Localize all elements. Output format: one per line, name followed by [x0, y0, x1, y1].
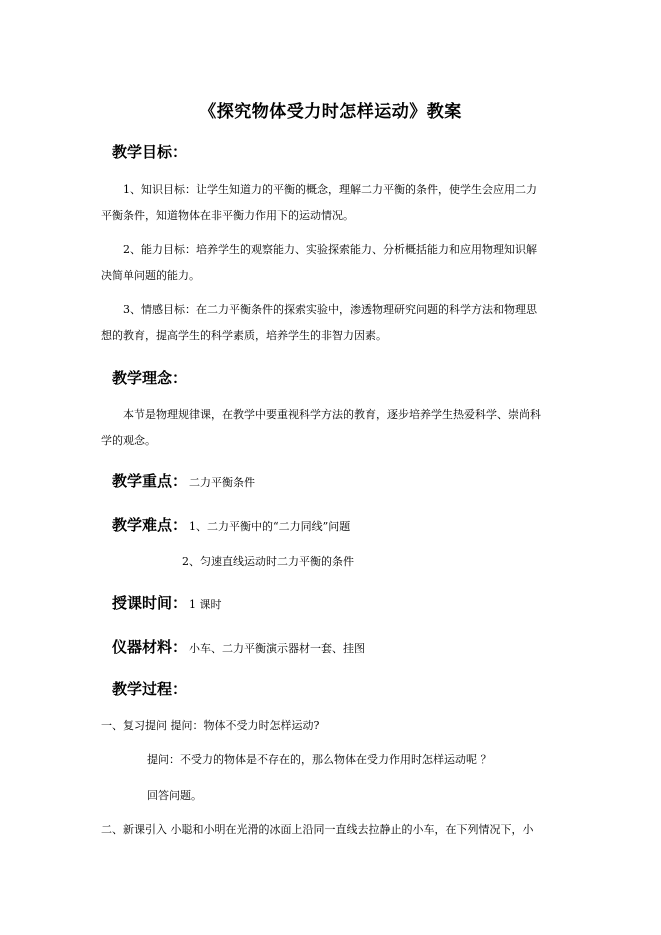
process-step-1-question: 提问：不受力的物体是不存在的，那么物体在受力作用时怎样运动呢 ？ [147, 753, 492, 766]
objective-1-line-2: 平衡条件，知道物体在非平衡力作用下的运动情况。 [101, 209, 354, 222]
objective-1-line-1: 1、知识目标：让学生知道力的平衡的概念，理解二力平衡的条件，使学生会应用二力 [123, 183, 537, 196]
philosophy-heading: 教学理念： [112, 369, 188, 387]
difficulties-heading: 教学难点： [112, 516, 188, 534]
duration-heading: 授课时间： [112, 594, 188, 612]
difficulty-1: 1、二力平衡中的“二力同线”问题 [189, 520, 351, 533]
objectives-heading: 教学目标： [112, 143, 188, 161]
philosophy-line-1: 本节是物理规律课，在教学中要重视科学方法的教育，逐步培养学生热爱科学、崇尚科 [123, 408, 541, 421]
document-title: 《探究物体受力时怎样运动》教案 [199, 102, 462, 122]
objective-3-line-2: 想的教育，提高学生的科学素质，培养学生的非智力因素。 [101, 329, 387, 342]
key-points-value: 二力平衡条件 [189, 476, 256, 489]
process-step-1: 一、复习提问 提问：物体不受力时怎样运动? [101, 719, 320, 732]
materials-value: 小车、二力平衡演示器材一套、挂图 [189, 642, 366, 655]
process-step-1-answer: 回答问题。 [147, 789, 202, 802]
duration-row [112, 592, 222, 613]
materials-heading: 仪器材料： [112, 638, 188, 656]
process-heading: 教学过程： [112, 680, 188, 698]
philosophy-line-2: 学的观念。 [101, 434, 156, 447]
difficulties-row [112, 514, 350, 535]
process-step-2: 二、新课引入 小聪和小明在光滑的冰面上沿同一直线去拉静止的小车，在下列情况下，小 [101, 823, 534, 836]
materials-row [112, 636, 365, 657]
objective-3-line-1: 3、情感目标：在二力平衡条件的探索实验中，渗透物理研究问题的科学方法和物理思 [123, 303, 537, 316]
key-points-heading: 教学重点： [112, 472, 188, 490]
objective-2-line-2: 决简单问题的能力。 [101, 269, 200, 282]
difficulty-2: 2、匀速直线运动时二力平衡的条件 [182, 555, 354, 568]
key-points-row [112, 470, 255, 491]
objective-2-line-1: 2、能力目标：培养学生的观察能力、实验探索能力、分析概括能力和应用物理知识解 [123, 243, 537, 256]
duration-value: 1 课时 [189, 598, 222, 611]
